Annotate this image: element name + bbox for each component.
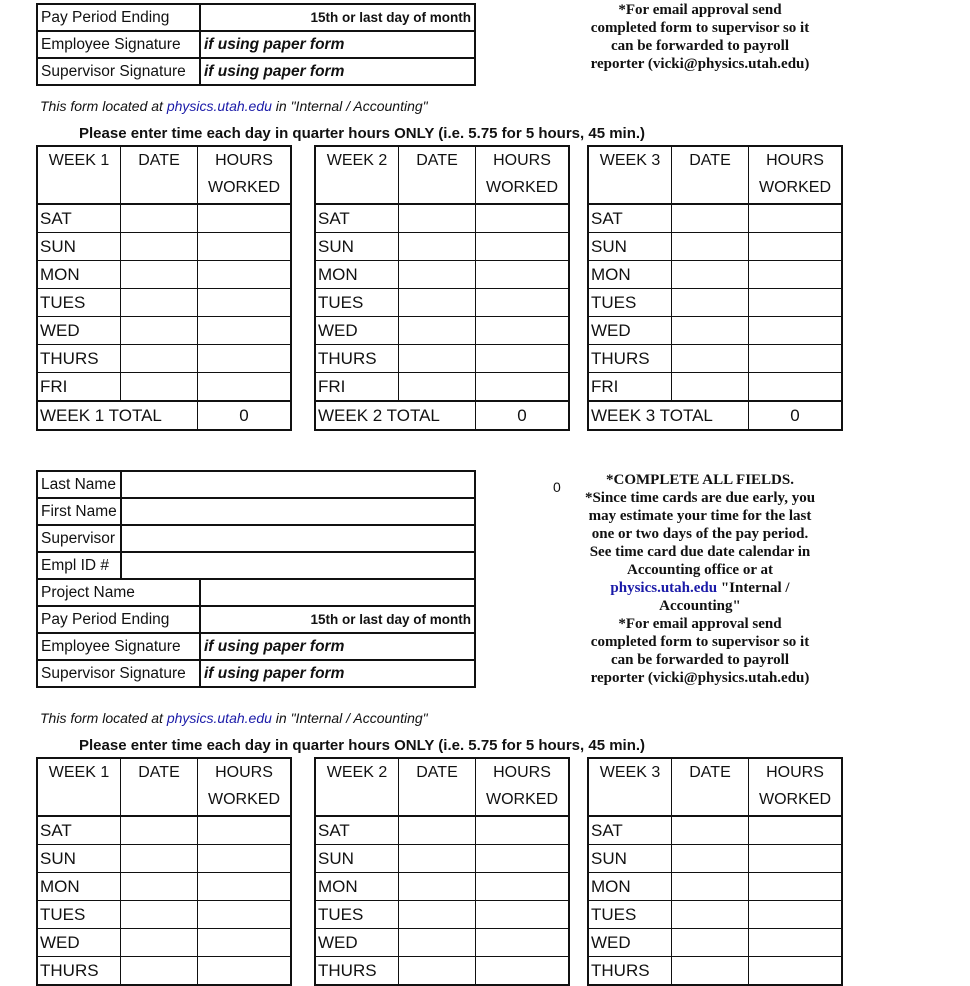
- pay-period-field[interactable]: 15th or last day of month: [200, 606, 475, 633]
- supervisor-label: Supervisor: [37, 525, 121, 552]
- hours-cell[interactable]: [749, 289, 843, 317]
- date-cell[interactable]: [672, 233, 749, 261]
- day-label: WED: [315, 317, 399, 345]
- zero-marker: 0: [553, 479, 561, 495]
- hours-cell[interactable]: [476, 901, 570, 929]
- hours-header: [749, 146, 843, 204]
- day-label: SAT: [315, 204, 399, 233]
- day-label: WED: [588, 317, 672, 345]
- day-label: TUES: [37, 901, 121, 929]
- worked-label: WORKED: [759, 791, 831, 808]
- week-total-label: WEEK 2 TOTAL: [315, 401, 476, 430]
- hours-cell[interactable]: [749, 317, 843, 345]
- date-cell[interactable]: [399, 816, 476, 845]
- physics-link[interactable]: physics.utah.edu: [166, 710, 272, 726]
- day-label: WED: [37, 929, 121, 957]
- date-cell[interactable]: [672, 929, 749, 957]
- date-cell[interactable]: [672, 345, 749, 373]
- note-line: *COMPLETE ALL FIELDS.: [606, 472, 794, 488]
- week-header: WEEK 3: [588, 758, 672, 816]
- instructions-note: [555, 471, 845, 687]
- day-label: TUES: [588, 289, 672, 317]
- day-label: TUES: [588, 901, 672, 929]
- hours-header: [476, 146, 570, 204]
- date-header: DATE: [121, 146, 198, 204]
- date-cell[interactable]: [399, 345, 476, 373]
- week-total-label: WEEK 3 TOTAL: [588, 401, 749, 430]
- note-line: *Since time cards are due early, you: [584, 490, 816, 506]
- day-label: TUES: [315, 289, 399, 317]
- note-line: *For email approval send: [618, 616, 782, 632]
- worked-label: WORKED: [208, 791, 280, 808]
- hours-cell[interactable]: [476, 233, 570, 261]
- hours-cell[interactable]: [749, 873, 843, 901]
- hours-header: [476, 758, 570, 816]
- note-line: Accounting office or at: [627, 562, 773, 578]
- hours-label: HOURS: [215, 152, 273, 169]
- date-cell[interactable]: [399, 204, 476, 233]
- empl-id-label: Empl ID #: [37, 552, 121, 579]
- pay-period-field[interactable]: 15th or last day of month: [200, 4, 475, 31]
- date-cell[interactable]: [672, 261, 749, 289]
- day-label: THURS: [588, 345, 672, 373]
- date-cell[interactable]: [672, 901, 749, 929]
- day-label: MON: [588, 873, 672, 901]
- employee-signature-label: Employee Signature: [37, 633, 200, 660]
- week-total-value: 0: [749, 401, 843, 430]
- date-cell[interactable]: [121, 345, 198, 373]
- hours-cell[interactable]: [476, 816, 570, 845]
- hours-cell[interactable]: [476, 204, 570, 233]
- date-cell[interactable]: [121, 204, 198, 233]
- project-name-label: Project Name: [37, 579, 200, 606]
- hours-cell[interactable]: [476, 261, 570, 289]
- week1-table: [36, 145, 292, 431]
- hours-cell[interactable]: [476, 873, 570, 901]
- note-line: Accounting": [659, 598, 741, 614]
- week3-table: [587, 145, 843, 431]
- date-cell[interactable]: [399, 901, 476, 929]
- day-label: SAT: [37, 204, 121, 233]
- date-cell[interactable]: [399, 873, 476, 901]
- hours-cell[interactable]: [749, 204, 843, 233]
- date-cell[interactable]: [672, 873, 749, 901]
- worked-label: WORKED: [486, 179, 558, 196]
- day-label: MON: [315, 873, 399, 901]
- note-prefix: This form located at: [40, 710, 163, 726]
- hours-cell[interactable]: [476, 289, 570, 317]
- hours-cell[interactable]: [198, 873, 292, 901]
- physics-link[interactable]: physics.utah.edu: [610, 580, 718, 596]
- note-line: can be forwarded to payroll: [610, 38, 790, 54]
- date-header: DATE: [672, 758, 749, 816]
- day-label: THURS: [315, 345, 399, 373]
- hours-cell[interactable]: [749, 901, 843, 929]
- day-label: MON: [37, 873, 121, 901]
- hours-header: [198, 146, 292, 204]
- note-line: reporter (vicki@physics.utah.edu): [590, 670, 810, 686]
- week-header: WEEK 3: [588, 146, 672, 204]
- day-label: MON: [315, 261, 399, 289]
- hours-cell[interactable]: [749, 345, 843, 373]
- day-label: SUN: [315, 233, 399, 261]
- day-label: MON: [588, 261, 672, 289]
- hours-header: [198, 758, 292, 816]
- hours-cell[interactable]: [476, 929, 570, 957]
- hours-label: HOURS: [215, 764, 273, 781]
- note-line: [555, 579, 845, 597]
- date-cell[interactable]: [121, 929, 198, 957]
- form-location-note: [40, 710, 428, 726]
- day-label: THURS: [315, 957, 399, 986]
- instruction-text: Please enter time each day in quarter hours ONLY (i.e. 5.75 for 5 hours, 45 min.): [79, 737, 646, 754]
- hours-cell[interactable]: [198, 289, 292, 317]
- hours-cell[interactable]: [198, 845, 292, 873]
- day-label: SAT: [315, 816, 399, 845]
- employee-signature-field[interactable]: if using paper form: [200, 31, 475, 58]
- day-label: SUN: [37, 233, 121, 261]
- note-line: See time card due date calendar in: [589, 544, 811, 560]
- date-cell[interactable]: [121, 373, 198, 402]
- hours-header: [749, 758, 843, 816]
- hours-cell[interactable]: [198, 373, 292, 402]
- physics-link[interactable]: physics.utah.edu: [166, 98, 272, 114]
- note-line: completed form to supervisor so it: [590, 634, 810, 650]
- date-cell[interactable]: [399, 929, 476, 957]
- supervisor-signature-field[interactable]: if using paper form: [200, 58, 475, 85]
- worked-label: WORKED: [208, 179, 280, 196]
- hours-cell[interactable]: [749, 845, 843, 873]
- week-header: WEEK 2: [315, 146, 399, 204]
- week3-table: [587, 757, 843, 986]
- note-suffix: in "Internal / Accounting": [275, 98, 428, 114]
- note-line: completed form to supervisor so it: [590, 20, 810, 36]
- date-header: DATE: [121, 758, 198, 816]
- date-cell[interactable]: [121, 261, 198, 289]
- pay-period-label: Pay Period Ending: [37, 4, 200, 31]
- note-line: *For email approval send: [618, 2, 782, 18]
- note-prefix: This form located at: [40, 98, 163, 114]
- day-label: SAT: [588, 204, 672, 233]
- hours-cell[interactable]: [476, 957, 570, 986]
- day-label: SUN: [37, 845, 121, 873]
- hours-cell[interactable]: [749, 929, 843, 957]
- week1-table: [36, 757, 292, 986]
- date-cell[interactable]: [121, 816, 198, 845]
- week-header: WEEK 1: [37, 758, 121, 816]
- day-label: MON: [37, 261, 121, 289]
- date-cell[interactable]: [672, 957, 749, 986]
- hours-label: HOURS: [766, 764, 824, 781]
- hours-cell[interactable]: [749, 816, 843, 845]
- day-label: THURS: [37, 957, 121, 986]
- date-cell[interactable]: [121, 845, 198, 873]
- date-cell[interactable]: [121, 901, 198, 929]
- hours-cell[interactable]: [198, 261, 292, 289]
- hours-cell[interactable]: [476, 317, 570, 345]
- empl-id-field[interactable]: [121, 552, 475, 579]
- note-line: reporter (vicki@physics.utah.edu): [590, 56, 810, 72]
- day-label: SUN: [588, 233, 672, 261]
- top-info-table: [36, 3, 476, 86]
- hours-cell[interactable]: [198, 345, 292, 373]
- pay-period-label: Pay Period Ending: [37, 606, 200, 633]
- day-label: WED: [315, 929, 399, 957]
- supervisor-field[interactable]: [121, 525, 475, 552]
- day-label: SUN: [588, 845, 672, 873]
- day-label: WED: [37, 317, 121, 345]
- date-cell[interactable]: [121, 233, 198, 261]
- hours-cell[interactable]: [198, 816, 292, 845]
- day-label: FRI: [588, 373, 672, 402]
- week-header: WEEK 2: [315, 758, 399, 816]
- date-cell[interactable]: [399, 957, 476, 986]
- week-total-value: 0: [198, 401, 292, 430]
- form-location-note: [40, 98, 428, 114]
- week-total-value: 0: [476, 401, 570, 430]
- hours-cell[interactable]: [749, 261, 843, 289]
- hours-cell[interactable]: [198, 233, 292, 261]
- day-label: WED: [588, 929, 672, 957]
- employee-signature-label: Employee Signature: [37, 31, 200, 58]
- hours-cell[interactable]: [198, 929, 292, 957]
- project-name-field[interactable]: [200, 579, 475, 606]
- day-label: SAT: [37, 816, 121, 845]
- week2-table: [314, 757, 570, 986]
- hours-label: HOURS: [493, 152, 551, 169]
- note-line: can be forwarded to payroll: [610, 652, 790, 668]
- hours-cell[interactable]: [476, 373, 570, 402]
- week-header: WEEK 1: [37, 146, 121, 204]
- note-text: "Internal /: [717, 580, 790, 596]
- hours-cell[interactable]: [198, 317, 292, 345]
- supervisor-signature-label: Supervisor Signature: [37, 58, 200, 85]
- date-cell[interactable]: [672, 816, 749, 845]
- supervisor-signature-label: Supervisor Signature: [37, 660, 200, 687]
- last-name-label: Last Name: [37, 471, 121, 498]
- worked-label: WORKED: [759, 179, 831, 196]
- date-header: DATE: [672, 146, 749, 204]
- date-cell[interactable]: [672, 289, 749, 317]
- date-cell[interactable]: [121, 289, 198, 317]
- first-name-label: First Name: [37, 498, 121, 525]
- date-cell[interactable]: [399, 845, 476, 873]
- date-cell[interactable]: [121, 873, 198, 901]
- hours-cell[interactable]: [749, 957, 843, 986]
- date-header: DATE: [399, 146, 476, 204]
- first-name-field[interactable]: [121, 498, 475, 525]
- week2-table: [314, 145, 570, 431]
- hours-label: HOURS: [493, 764, 551, 781]
- day-label: FRI: [37, 373, 121, 402]
- date-cell[interactable]: [399, 261, 476, 289]
- last-name-field[interactable]: [121, 471, 475, 498]
- email-approval-note: [555, 1, 845, 73]
- note-suffix: in "Internal / Accounting": [275, 710, 428, 726]
- date-cell[interactable]: [672, 845, 749, 873]
- hours-label: HOURS: [766, 152, 824, 169]
- note-line: may estimate your time for the last: [588, 508, 812, 524]
- date-cell[interactable]: [399, 289, 476, 317]
- employee-signature-field[interactable]: if using paper form: [200, 633, 475, 660]
- date-cell[interactable]: [399, 317, 476, 345]
- hours-cell[interactable]: [198, 204, 292, 233]
- hours-cell[interactable]: [476, 845, 570, 873]
- hours-cell[interactable]: [198, 901, 292, 929]
- day-label: TUES: [37, 289, 121, 317]
- date-cell[interactable]: [672, 373, 749, 402]
- supervisor-signature-field[interactable]: if using paper form: [200, 660, 475, 687]
- worked-label: WORKED: [486, 791, 558, 808]
- day-label: THURS: [37, 345, 121, 373]
- day-label: FRI: [315, 373, 399, 402]
- day-label: SAT: [588, 816, 672, 845]
- instruction-text: Please enter time each day in quarter hours ONLY (i.e. 5.75 for 5 hours, 45 min.): [79, 125, 646, 142]
- date-cell[interactable]: [121, 317, 198, 345]
- note-line: one or two days of the pay period.: [591, 526, 809, 542]
- hours-cell[interactable]: [198, 957, 292, 986]
- date-cell[interactable]: [672, 204, 749, 233]
- hours-cell[interactable]: [749, 233, 843, 261]
- date-cell[interactable]: [399, 233, 476, 261]
- week-total-label: WEEK 1 TOTAL: [37, 401, 198, 430]
- day-label: SUN: [315, 845, 399, 873]
- date-cell[interactable]: [672, 317, 749, 345]
- employee-info-table: [36, 470, 476, 688]
- date-header: DATE: [399, 758, 476, 816]
- day-label: TUES: [315, 901, 399, 929]
- date-cell[interactable]: [121, 957, 198, 986]
- hours-cell[interactable]: [749, 373, 843, 402]
- hours-cell[interactable]: [476, 345, 570, 373]
- date-cell[interactable]: [399, 373, 476, 402]
- day-label: THURS: [588, 957, 672, 986]
